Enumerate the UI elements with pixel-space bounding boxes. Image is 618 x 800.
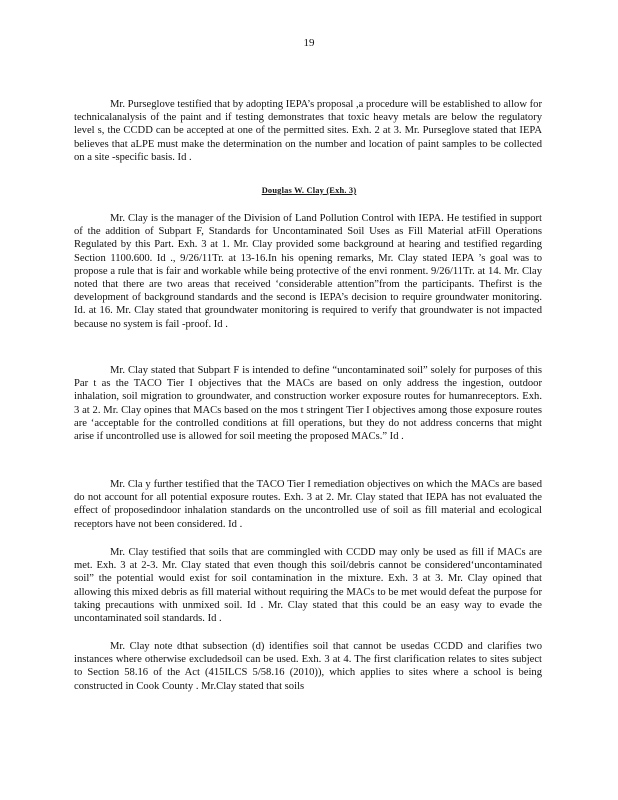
paragraph-purseglove-testimony: Mr. Purseglove testified that by adopting IEPA’s proposal ,a procedure will be established to allow for technicalanalysis of the paint and if testing demonstrates that toxic heavy metals are below the regulatory level s, the CCDD can be accepted at one of the permitted sites. Exh. 2 at 3. Mr. Purseglove stated that IEPA believes that aLPE must make the determination on the number and location of paint samples to be collected on a site -specific basis. Id . [74,99,542,163]
section-heading-text: Douglas W. Clay (Exh. 3) [261,186,357,195]
paragraph-clay-background: Mr. Clay is the manager of the Division of Land Pollution Control with IEPA. He testified in support of the addition of Subpart F, Standards for Uncontaminated Soil Uses as Fill Material atFill Operations Regulated by this Part. Exh. 3 at 1. Mr. Clay provided some background at hearing and testified regarding Section 1100.600. Id ., 9/26/11Tr. at 13-16.In his opening remarks, Mr. Clay stated IEPA ’s goal was to propose a rule that is fair and workable while being protective of the envi ronment. 9/26/11Tr. at 14. Mr. Clay noted that there are two areas that received ‘considerable attention”from the participants. Thefirst is the development of background standards and the second is IEPA’s decision to require groundwater monitoring. Id. at 16. Mr. Clay stated that groundwater monitoring is required to verify that groundwater is not impacted because no system is fail -proof. Id . [74,213,542,330]
paragraph-clay-subpart-f: Mr. Clay stated that Subpart F is intended to define “uncontaminated soil” solely for purposes of this Par t as the TACO Tier I objectives that the MACs are based on only address the ingestion, outdoor inhalation, soil migration to groundwater, and construction worker exposure routes for humanreceptors. Exh. 3 at 2. Mr. Clay opines that MACs based on the mos t stringent Tier I objectives among those exposure routes are ‘acceptable for the controlled conditions at fill operations, but they do not address concerns that might arise if uncontrolled use is allowed for soil meeting the proposed MACs.” Id . [74,365,542,443]
paragraph-clay-commingled-soils: Mr. Clay testified that soils that are commingled with CCDD may only be used as fill if MACs are met. Exh. 3 at 2-3. Mr. Clay stated that even though this soil/debris cannot be considered‘uncontaminated soil” the potential would exist for soil contamination in the mixture. Exh. 3 at 3. Mr. Clay opined that allowing this mixed debris as fill material without requiring the MACs to be met would defeat the purpose for taking precautions with unmixed soil. Id . Mr. Clay stated that this could be an easy way to evade the uncontaminated soil standards. Id . [74,547,542,625]
section-heading [0,186,618,195]
paragraph-clay-taco-tier-i: Mr. Cla y further testified that the TACO Tier I remediation objectives on which the MACs are based do not account for all potential exposure routes. Exh. 3 at 2. Mr. Clay stated that IEPA has not evaluated the effect of proposedindoor inhalation standards on the uncontrolled use of soil as fill material and ecological receptors have not been considered. Id . [74,479,542,530]
paragraph-clay-subsection-d: Mr. Clay note dthat subsection (d) identifies soil that cannot be usedas CCDD and clarifies two instances where otherwise excludedsoil can be used. Exh. 3 at 4. The first clarification relates to sites subject to Section 58.16 of the Act (415ILCS 5/58.16 (2010)), which applies to sites where a school is being constructed in Cook County . Mr.Clay stated that soils [74,641,542,692]
page-number: 19 [303,37,315,49]
